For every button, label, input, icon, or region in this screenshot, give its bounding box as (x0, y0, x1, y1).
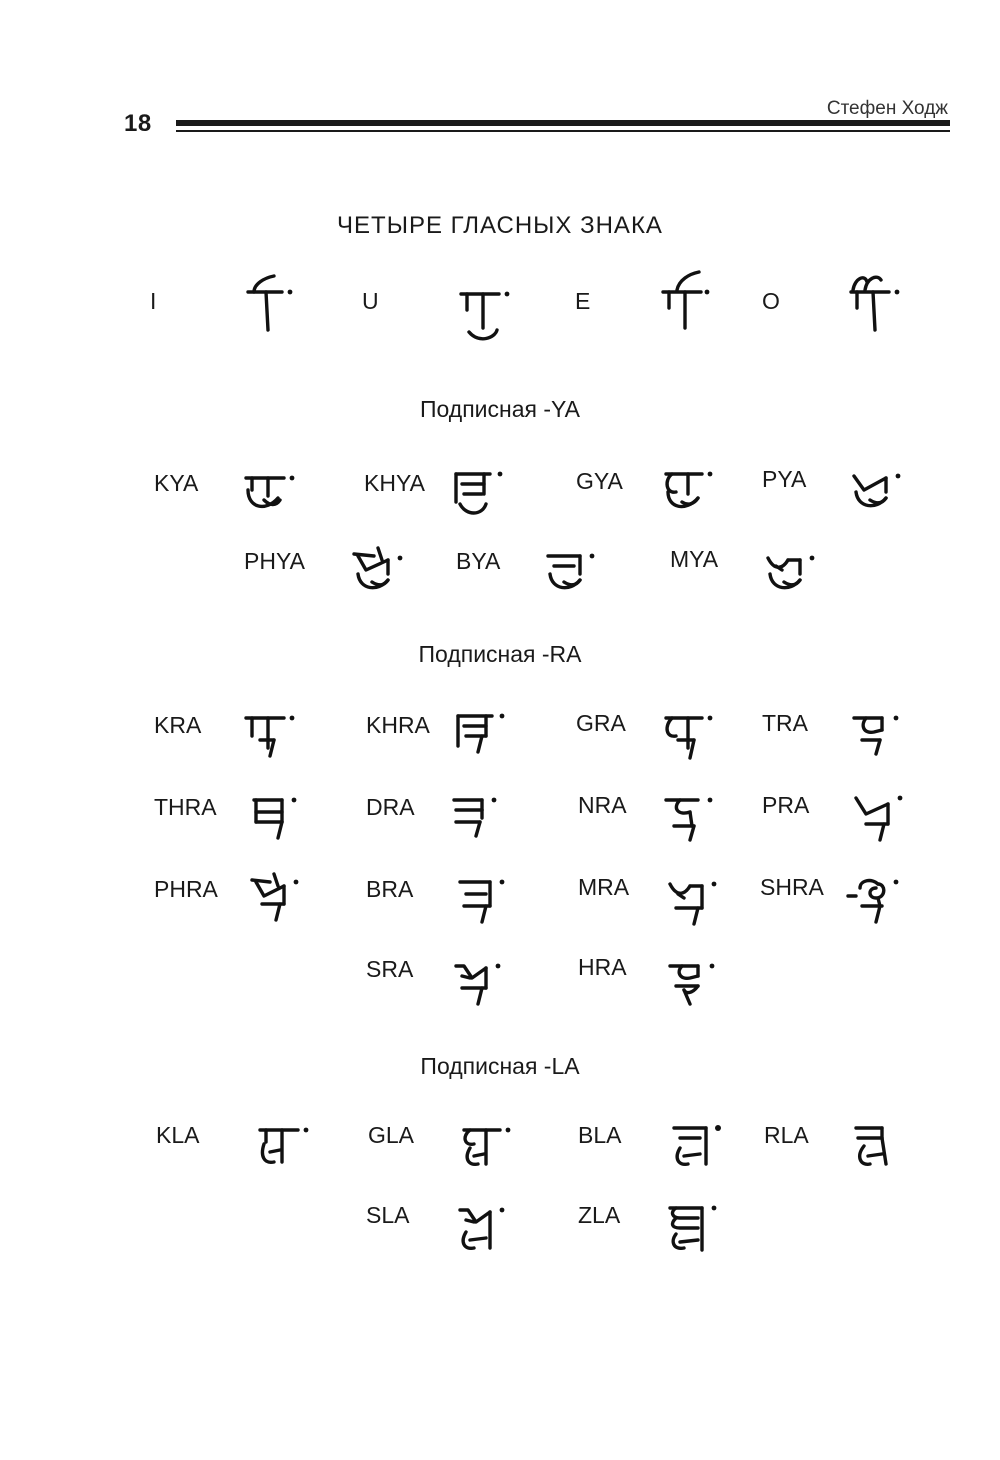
tibetan-kra-glyph (240, 700, 300, 764)
ra-label-kra: KRA (154, 712, 202, 738)
vowels-heading: ЧЕТЫРЕ ГЛАСНЫХ ЗНАКА (337, 212, 663, 239)
ya-heading: Подписная -YA (419, 396, 580, 422)
la-label-rla: RLA (764, 1122, 809, 1148)
la-label-zla: ZLA (578, 1202, 621, 1228)
ra-heading: Подписная -RA (418, 641, 582, 667)
ra-label-shra: SHRA (760, 874, 824, 900)
ra-label-gra: GRA (576, 710, 626, 736)
ra-label-sra: SRA (366, 956, 414, 982)
tibetan-rla-glyph (848, 1112, 908, 1176)
tibetan-gla-glyph (456, 1112, 516, 1176)
header-rule-thin (176, 130, 950, 132)
tibetan-gya-glyph (658, 458, 718, 522)
tibetan-hra-glyph (662, 948, 722, 1012)
ya-label-kya: KYA (154, 470, 199, 496)
tibetan-mya-glyph (760, 540, 820, 604)
tibetan-pya-glyph (846, 458, 906, 522)
ra-label-bra: BRA (366, 876, 414, 902)
ya-label-pya: PYA (762, 466, 807, 492)
ra-label-khra: KHRA (366, 712, 430, 738)
page-number: 18 (124, 110, 152, 137)
ya-label-gya: GYA (576, 468, 623, 494)
ra-label-hra: HRA (578, 954, 627, 980)
ra-label-thra: THRA (154, 794, 217, 820)
tibetan-sra-glyph (448, 948, 508, 1012)
la-label-gla: GLA (368, 1122, 415, 1148)
la-label-kla: KLA (156, 1122, 200, 1148)
tibetan-bla-glyph (666, 1112, 726, 1176)
ya-label-khya: KHYA (364, 470, 425, 496)
vowel-label-e: E (575, 288, 591, 314)
tibetan-shra-glyph (846, 866, 906, 930)
vowel-label-u: U (362, 288, 379, 314)
ya-label-phya: PHYA (244, 548, 305, 574)
tibetan-ko-glyph (845, 268, 905, 332)
tibetan-ku-glyph (455, 270, 515, 334)
tibetan-kla-glyph (254, 1112, 314, 1176)
tibetan-khya-glyph (446, 460, 506, 524)
tibetan-pra-glyph (848, 782, 908, 846)
la-label-sla: SLA (366, 1202, 410, 1228)
tibetan-sla-glyph (452, 1194, 512, 1258)
ra-label-dra: DRA (366, 794, 415, 820)
tibetan-ki-glyph (238, 270, 298, 334)
tibetan-ke-glyph (655, 268, 715, 332)
la-heading: Подписная -LA (420, 1053, 580, 1079)
tibetan-phya-glyph (348, 540, 408, 604)
tibetan-gra-glyph (658, 700, 718, 764)
tibetan-tra-glyph (846, 700, 906, 764)
tibetan-bra-glyph (452, 866, 512, 930)
header-rule-thick (176, 120, 950, 126)
ra-label-pra: PRA (762, 792, 810, 818)
tibetan-kya-glyph (240, 460, 300, 524)
vowel-label-i: I (150, 288, 157, 314)
tibetan-dra-glyph (446, 784, 506, 848)
tibetan-thra-glyph (246, 784, 306, 848)
ra-label-nra: NRA (578, 792, 627, 818)
tibetan-bya-glyph (540, 540, 600, 604)
running-head: Стефен Ходж (826, 98, 948, 119)
vowel-label-o: O (762, 288, 780, 314)
la-label-bla: BLA (578, 1122, 622, 1148)
tibetan-mra-glyph (662, 866, 722, 930)
ya-label-mya: MYA (670, 546, 719, 572)
ra-label-mra: MRA (578, 874, 630, 900)
tibetan-khra-glyph (448, 700, 508, 764)
ya-label-bya: BYA (456, 548, 501, 574)
ra-label-phra: PHRA (154, 876, 218, 902)
ra-label-tra: TRA (762, 710, 808, 736)
tibetan-zla-glyph (662, 1194, 722, 1258)
tibetan-nra-glyph (658, 782, 718, 846)
tibetan-phra-glyph (246, 866, 306, 930)
